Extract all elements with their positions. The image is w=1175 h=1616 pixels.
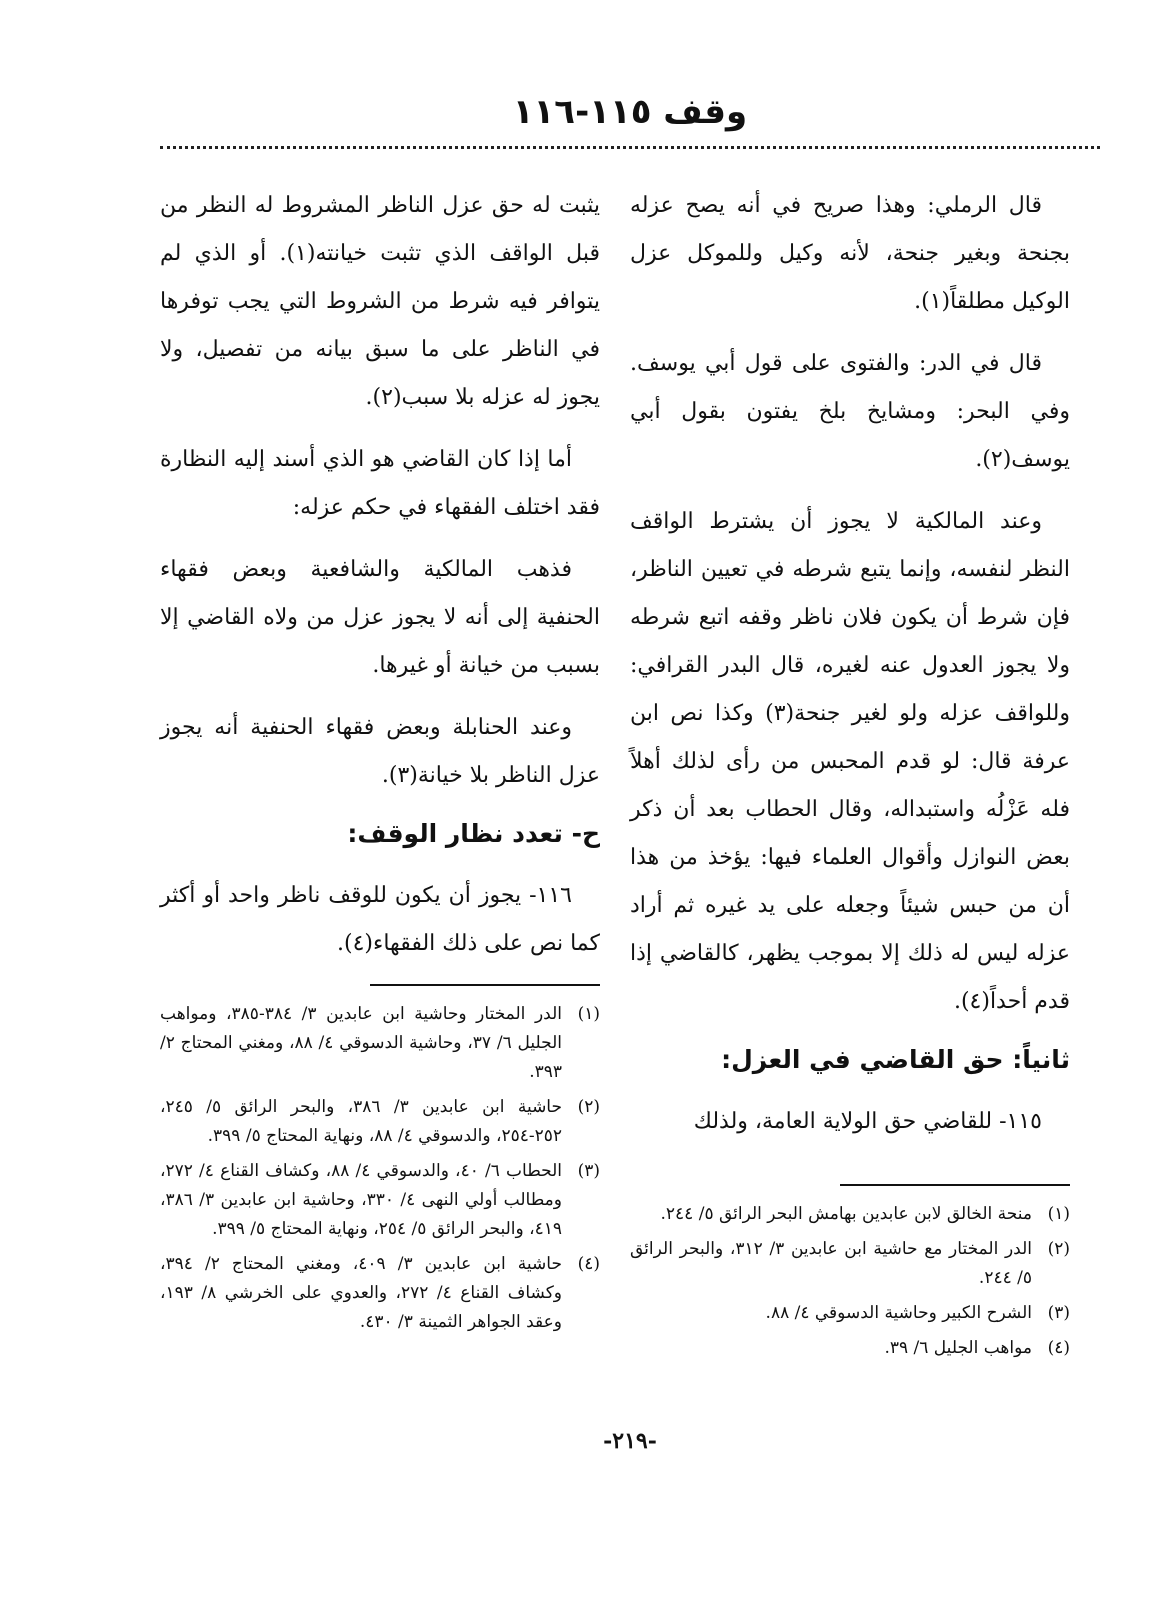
paragraph: وعند الحنابلة وبعض فقهاء الحنفية أنه يجوز عزل الناظر بلا خيانة(٣). xyxy=(160,715,600,788)
paragraph: أما إذا كان القاضي هو الذي أسند إليه النظارة فقد اختلف الفقهاء في حكم عزله: xyxy=(160,447,600,520)
footnote-number: (٢) xyxy=(1047,1239,1070,1259)
footnotes xyxy=(160,1000,600,1337)
footnote-item xyxy=(630,1299,1070,1328)
footnote-item xyxy=(160,1250,600,1337)
running-header: وقف ١١٥-١١٦ xyxy=(512,92,748,132)
footnote-text: منحة الخالق لابن عابدين بهامش البحر الرائق ٥/ ٢٤٤. xyxy=(660,1204,1032,1224)
footnote-item xyxy=(630,1334,1070,1363)
footnotes xyxy=(630,1200,1070,1363)
footnote-rule xyxy=(840,1184,1070,1186)
paragraph: ١١٥- للقاضي حق الولاية العامة، ولذلك xyxy=(693,1109,1042,1134)
paragraph: وعند المالكية لا يجوز أن يشترط الواقف النظر لنفسه، وإنما يتبع شرطه في تعيين الناظر، فإن شرط أن يكون فلان ناظر وقفه اتبع شرطه ولا يجوز العدول عنه لغيره، قال البدر القرافي: وللواقف عزله ولو لغير جنحة(٣) وكذا نص ابن عرفة قال: لو قدم المحبس من رأى لذلك أهلاً فله عَزْلُه واستبداله، وقال الحطاب بعد أن ذكر بعض النوازل وأقوال العلماء فيها: يؤخذ من هذا أن من حبس شيئاً وجعله على يد غيره ثم أراد عزله ليس له ذلك إلا بموجب يظهر، كالقاضي إذا قدم أحداً(٤). xyxy=(630,509,1070,1014)
right-column xyxy=(630,182,1070,1369)
paragraph: قال في الدر: والفتوى على قول أبي يوسف. وفي البحر: ومشايخ بلخ يفتون بقول أبي يوسف(٢). xyxy=(630,351,1070,472)
section-heading: ح- تعدد نظار الوقف: xyxy=(347,819,600,848)
paragraph: قال الرملي: وهذا صريح في أنه يصح عزله بجنحة وبغير جنحة، لأنه وكيل وللموكل عزل الوكيل مطلقاً(١). xyxy=(630,193,1070,314)
paragraph: فذهب المالكية والشافعية وبعض فقهاء الحنفية إلى أنه لا يجوز عزل من ولاه القاضي إلا بسبب من خيانة أو غيرها. xyxy=(160,557,600,678)
footnote-text: الدر المختار وحاشية ابن عابدين ٣/ ٣٨٤-٣٨٥، ومواهب الجليل ٦/ ٣٧، وحاشية الدسوقي ٤/ ٨٨، ومغني المحتاج ٢/ ٣٩٣. xyxy=(160,1004,563,1082)
footnote-item xyxy=(160,1157,600,1244)
footnote-item xyxy=(160,1000,600,1087)
paragraph: يثبت له حق عزل الناظر المشروط له النظر من قبل الواقف الذي تثبت خيانته(١). أو الذي لم يتوافر فيه شرط من الشروط التي يجب توفرها في الناظر على ما سبق بيانه من تفصيل، ولا يجوز له عزله بلا سبب(٢). xyxy=(160,193,600,410)
header-dotted-rule xyxy=(160,146,1100,149)
footnote-text: مواهب الجليل ٦/ ٣٩. xyxy=(884,1338,1032,1358)
footnote-number: (٢) xyxy=(577,1097,600,1117)
page-number: -٢١٩- xyxy=(603,1428,657,1454)
footnote-number: (١) xyxy=(1047,1204,1070,1224)
footnote-number: (٣) xyxy=(1047,1303,1070,1323)
footnote-text: حاشية ابن عابدين ٣/ ٣٨٦، والبحر الرائق ٥/ ٢٤٥، ٢٥٢-٢٥٤، والدسوقي ٤/ ٨٨، ونهاية المحتاج ٥/ ٣٩٩. xyxy=(160,1097,563,1146)
footnote-text: الشرح الكبير وحاشية الدسوقي ٤/ ٨٨. xyxy=(765,1303,1032,1323)
footnote-text: الحطاب ٦/ ٤٠، والدسوقي ٤/ ٨٨، وكشاف القناع ٤/ ٢٧٢، ومطالب أولي النهى ٤/ ٣٣٠، وحاشية ابن عابدين ٣/ ٣٨٦، ٤١٩، والبحر الرائق ٥/ ٢٥٤، ونهاية المحتاج ٥/ ٣٩٩. xyxy=(160,1161,563,1239)
paragraph: ١١٦- يجوز أن يكون للوقف ناظر واحد أو أكثر كما نص على ذلك الفقهاء(٤). xyxy=(160,883,600,956)
left-column xyxy=(160,182,600,1343)
footnote-number: (٣) xyxy=(577,1161,600,1181)
footnote-number: (٤) xyxy=(577,1254,600,1274)
footnote-text: الدر المختار مع حاشية ابن عابدين ٣/ ٣١٢، والبحر الرائق ٥/ ٢٤٤. xyxy=(630,1239,1032,1288)
footnote-number: (١) xyxy=(577,1004,600,1024)
footnote-rule xyxy=(370,984,600,986)
footnote-number: (٤) xyxy=(1047,1338,1070,1358)
footnote-item xyxy=(630,1200,1070,1229)
footnote-item xyxy=(160,1093,600,1151)
footnote-item xyxy=(630,1235,1070,1293)
footnote-text: حاشية ابن عابدين ٣/ ٤٠٩، ومغني المحتاج ٢/ ٣٩٤، وكشاف القناع ٤/ ٢٧٢، والعدوي على الخرشي ٨/ ١٩٣، وعقد الجواهر الثمينة ٣/ ٤٣٠. xyxy=(160,1254,562,1332)
section-heading: ثانياً: حق القاضي في العزل: xyxy=(721,1045,1070,1074)
